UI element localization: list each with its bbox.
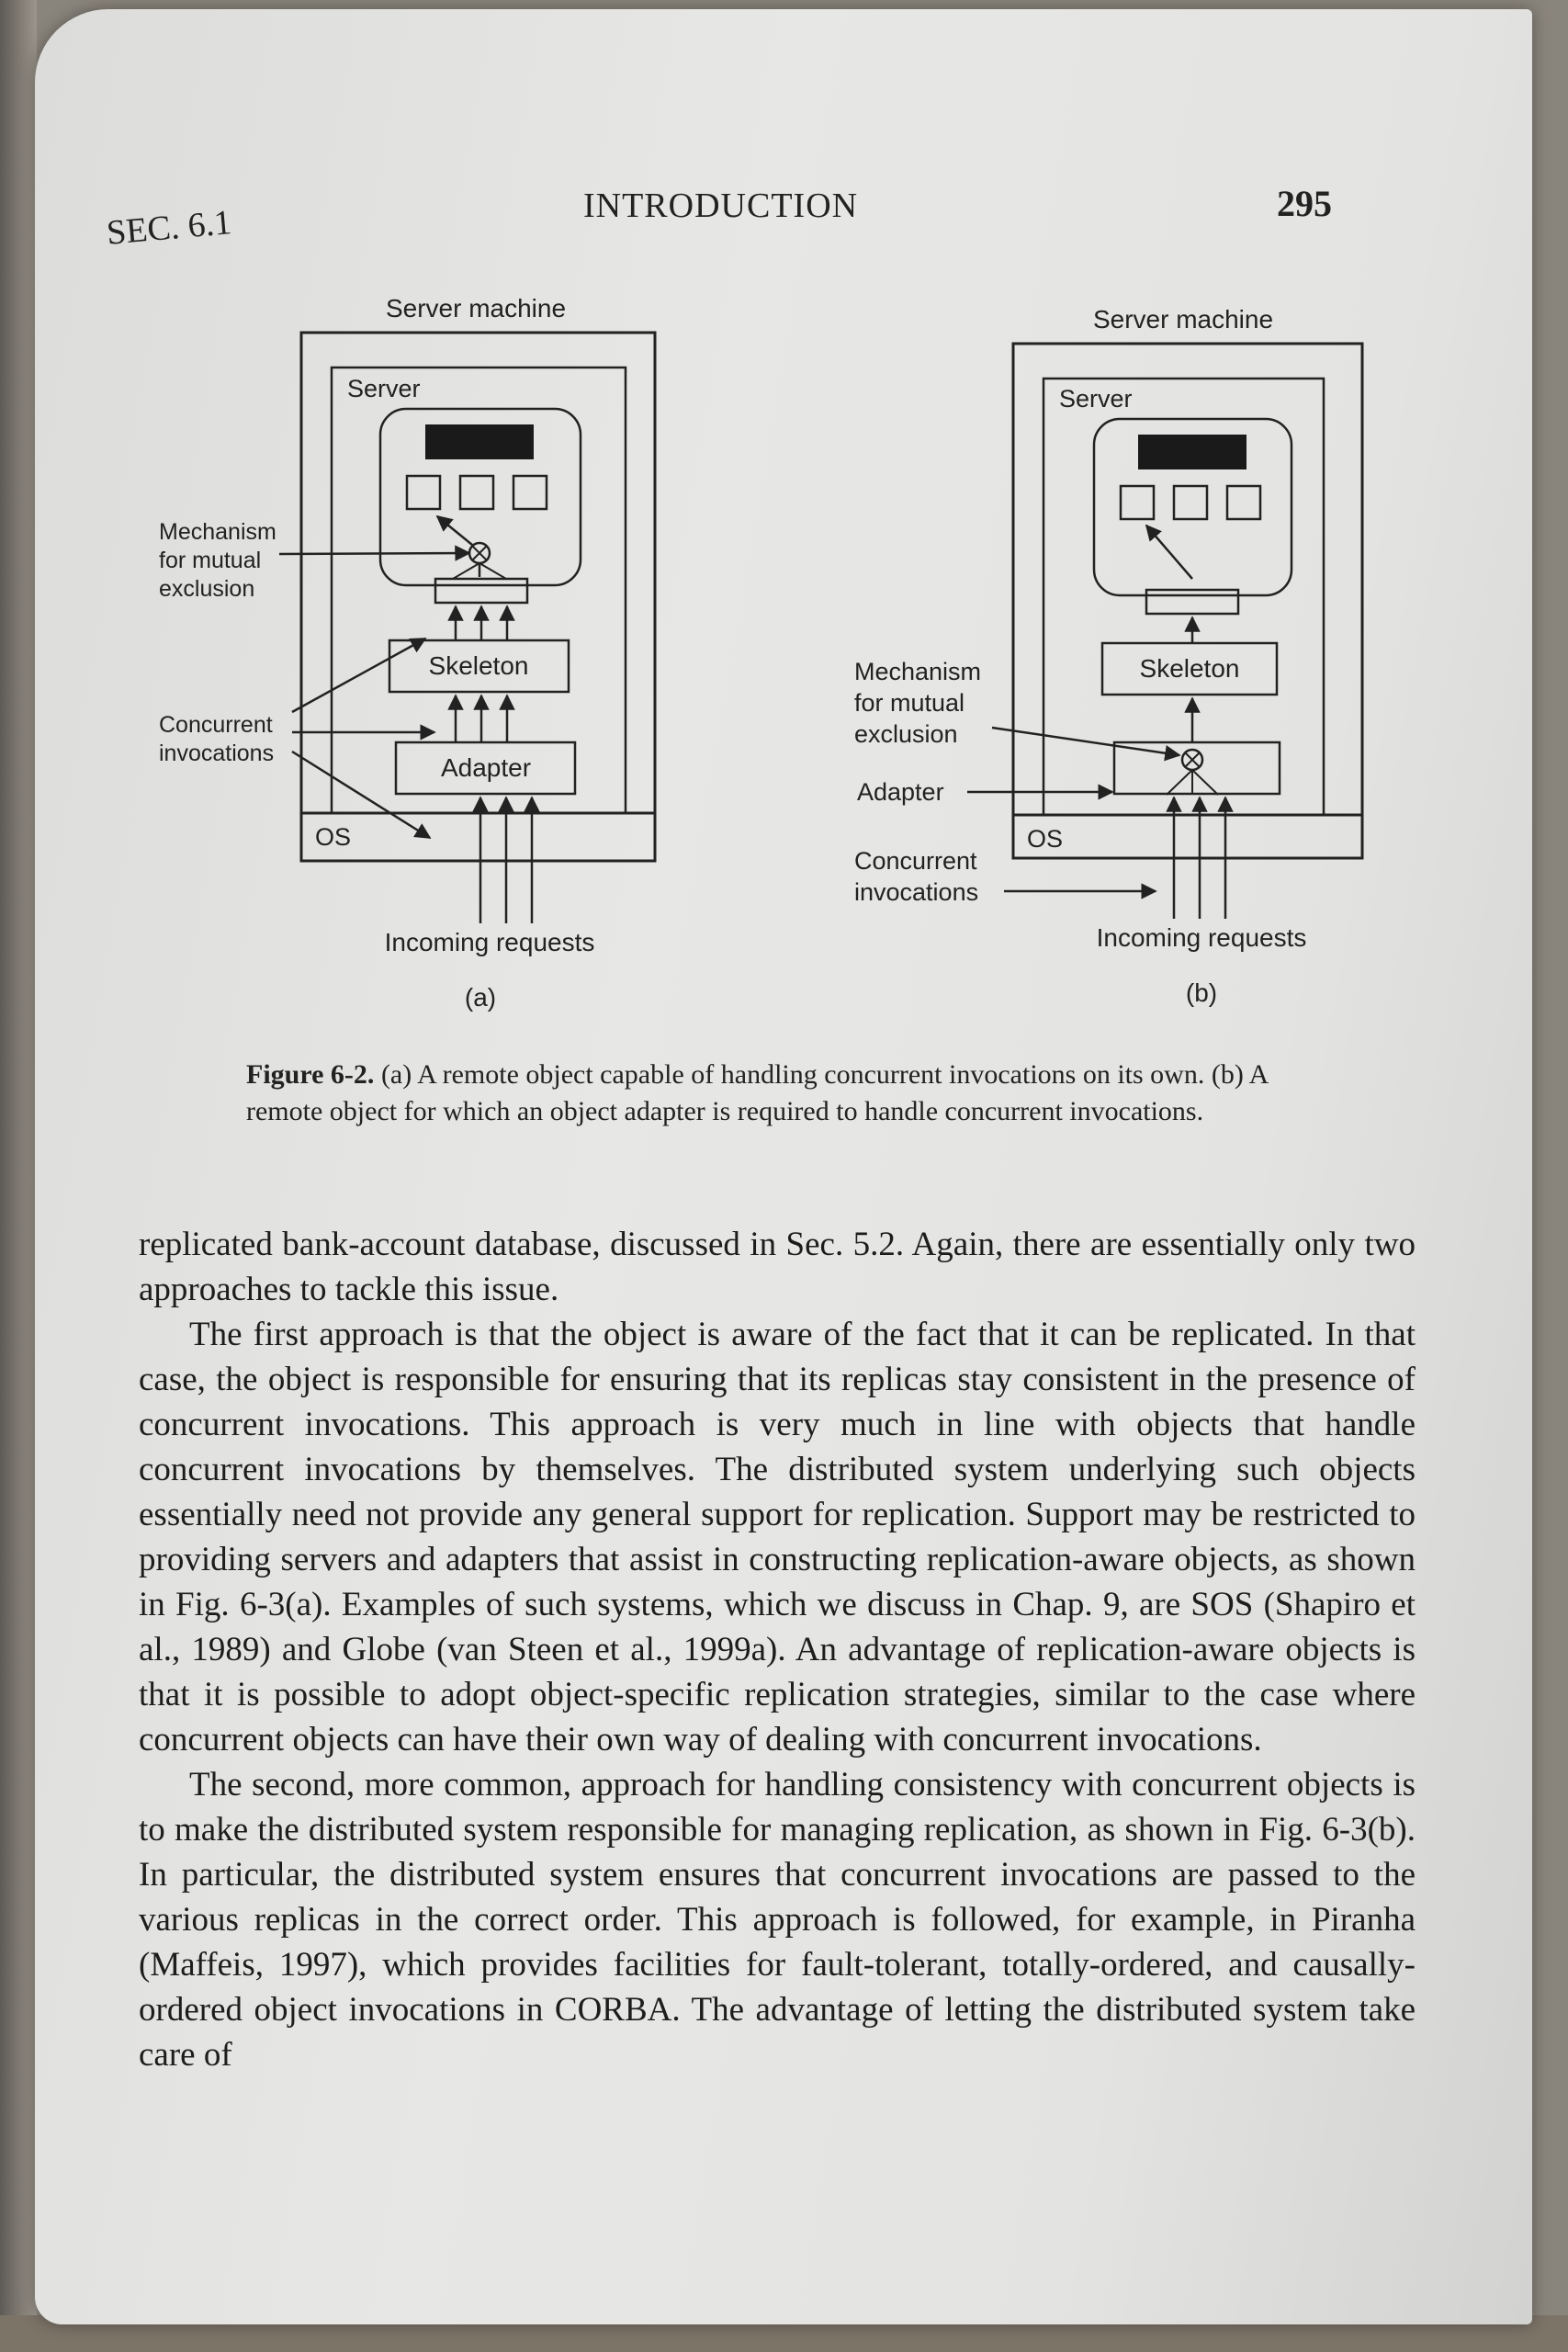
panel-label-b: (b) bbox=[1185, 978, 1218, 1007]
chapter-title: INTRODUCTION bbox=[583, 187, 859, 225]
figure-diagram bbox=[108, 276, 1413, 1029]
mutex-callout-a: Mechanism for mutual exclusion bbox=[159, 519, 276, 602]
section-label: SEC. 6.1 bbox=[105, 203, 233, 253]
method-box-a3 bbox=[513, 476, 547, 509]
adapter-label-a: Adapter bbox=[440, 753, 532, 782]
method-box-b1 bbox=[1121, 486, 1154, 519]
server-label-b: Server bbox=[1059, 385, 1133, 413]
paragraph-2: The first approach is that the object is aware of the fact that it can be replicated. In that case, the object is responsible for ensuring that its replicas stay consistent in the presence of concurrent invocations. This approach is very much in line with objects that handle concurrent invocations by themselves. The distributed system underlying such objects essentially need not provide any general support for replication. Support may be restricted to providing servers and adapters that assist in constructing replication-aware objects, as shown in Fig. 6-3(a). Examples of such systems, which we discuss in Chap. 9, are SOS (Shapiro et al., 1989) and Globe (van Steen et al., 1999a). An advantage of replication-aware objects is that it is possible to adopt object-specific replication strategies, similar to the case where concurrent objects can have their own way of dealing with concurrent invocations. bbox=[139, 1316, 1416, 1758]
adapter-callout-b: Adapter bbox=[857, 778, 944, 806]
paragraph-3: The second, more common, approach for handling consistency with concurrent objects is to make the distributed system responsible for managing replication, as shown in Fig. 6-3(b). In particular, the distributed system ensures that concurrent invocations are passed to the various replicas in the correct order. This approach is followed, for example, in Piranha (Maffeis, 1997), which provides facilities for fault-tolerant, totally-ordered, and causally-ordered object invocations in CORBA. The advantage of letting the distributed system take care of bbox=[139, 1766, 1416, 2074]
skeleton-label-a: Skeleton bbox=[428, 651, 529, 680]
object-interface-b bbox=[1146, 590, 1238, 614]
panel-b bbox=[854, 305, 1362, 1007]
server-label-a: Server bbox=[347, 375, 421, 402]
running-header bbox=[35, 182, 1532, 253]
method-box-b3 bbox=[1227, 486, 1260, 519]
object-state-a bbox=[425, 424, 534, 459]
figure-caption bbox=[246, 1057, 1275, 1130]
concurrent-callout-b: Concurrent invocations bbox=[854, 847, 979, 906]
skeleton-label-b: Skeleton bbox=[1139, 654, 1240, 683]
object-interface-a bbox=[435, 579, 527, 603]
server-machine-label-b: Server machine bbox=[1092, 305, 1274, 334]
incoming-requests-label-a: Incoming requests bbox=[384, 928, 595, 956]
method-box-a1 bbox=[407, 476, 440, 509]
book-page bbox=[35, 9, 1532, 2324]
server-machine-box-b bbox=[1013, 344, 1362, 858]
paragraph-1: replicated bank-account database, discussed in Sec. 5.2. Again, there are essentially only two approaches to tackle this issue. bbox=[139, 1226, 1416, 1308]
method-box-b2 bbox=[1174, 486, 1207, 519]
figure-number: Figure 6-2. bbox=[246, 1059, 375, 1090]
caption-text: (a) A remote object capable of handling concurrent invocations on its own. (b) A remote object for which an object adapter is required to handle concurrent invocations. bbox=[246, 1059, 1268, 1126]
desk-background bbox=[0, 0, 37, 2352]
server-machine-label-a: Server machine bbox=[385, 294, 567, 322]
panel-a bbox=[159, 294, 655, 1012]
incoming-requests-label-b: Incoming requests bbox=[1096, 923, 1307, 952]
body-text bbox=[139, 1222, 1416, 2077]
concurrent-callout-a: Concurrent invocations bbox=[159, 712, 275, 766]
os-label-b: OS bbox=[1027, 825, 1064, 853]
figure-6-2 bbox=[108, 276, 1413, 1029]
panel-label-a: (a) bbox=[464, 983, 497, 1012]
os-label-a: OS bbox=[315, 823, 352, 851]
object-state-b bbox=[1138, 435, 1247, 469]
method-box-a2 bbox=[460, 476, 493, 509]
mutex-callout-b: Mechanism for mutual exclusion bbox=[854, 658, 982, 748]
page-number: 295 bbox=[1277, 183, 1332, 224]
